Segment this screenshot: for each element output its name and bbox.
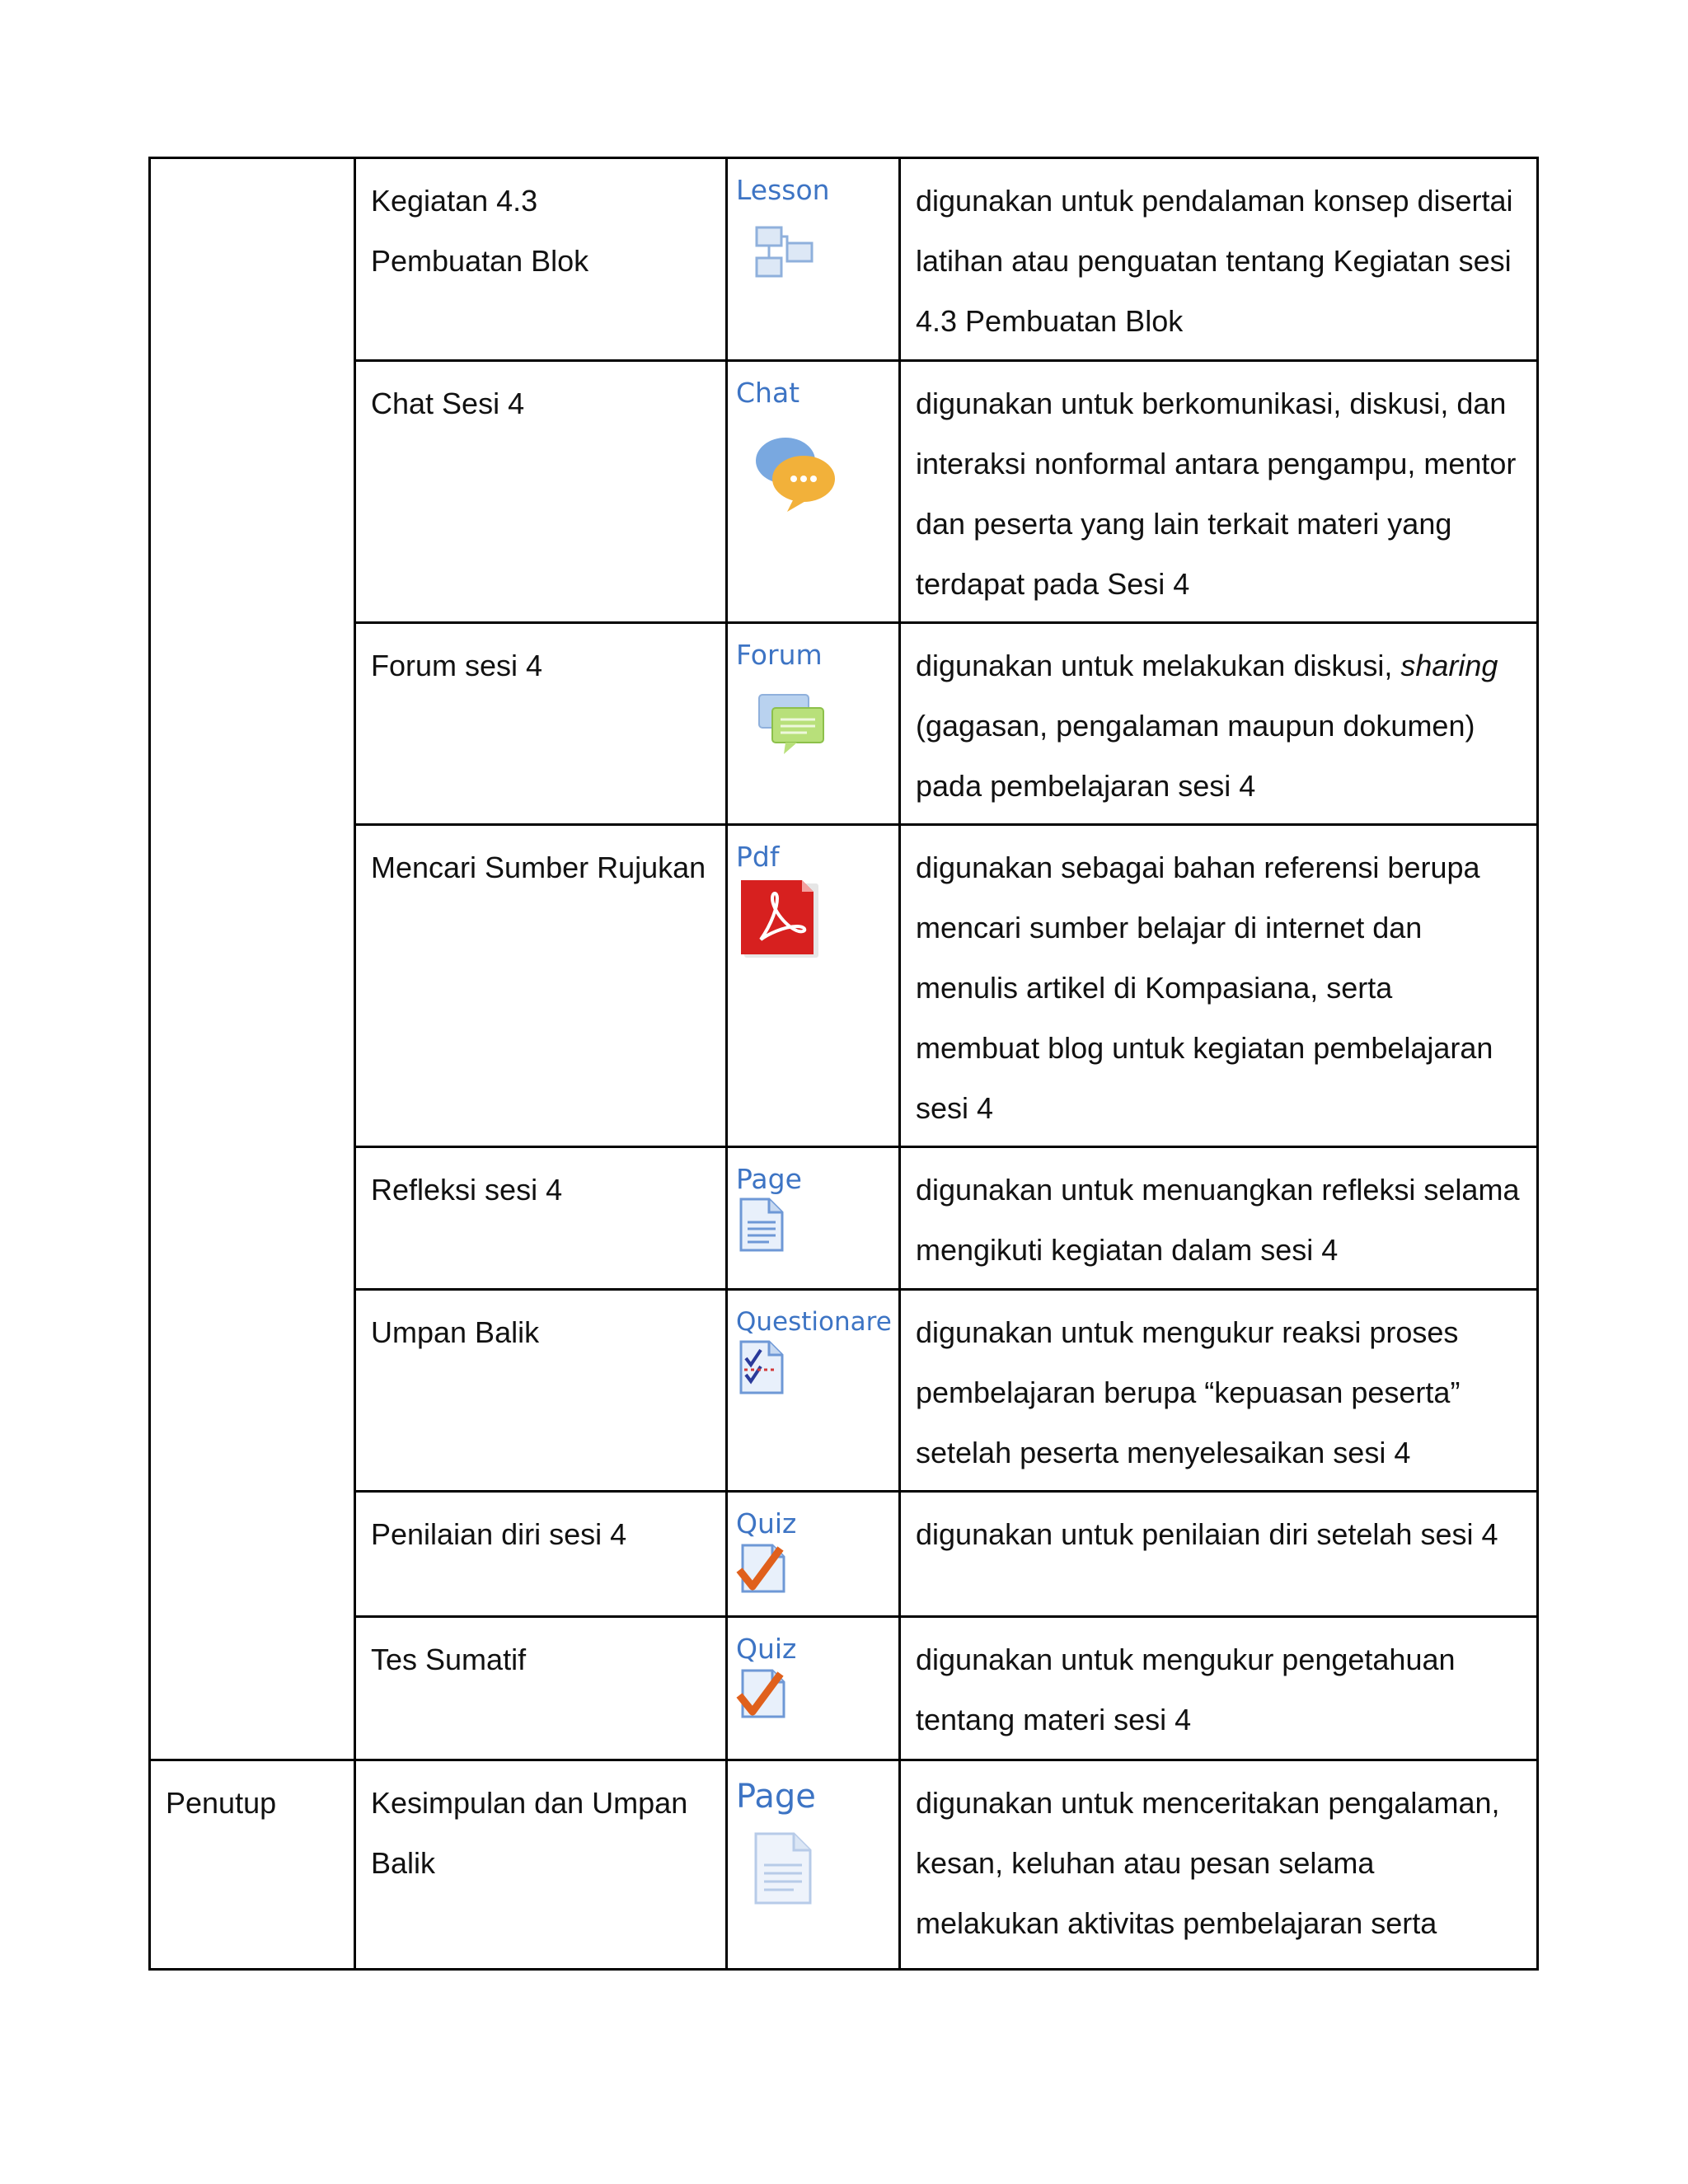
table-row: [150, 1617, 1538, 1760]
activity-cell: Kesimpulan dan Umpan Balik: [355, 1760, 727, 1970]
table-row: [150, 1492, 1538, 1617]
table-row: [150, 825, 1538, 1147]
description-cell: digunakan untuk mengukur pengetahuan tentang materi sesi 4: [900, 1617, 1538, 1760]
module-label: Questionare: [736, 1307, 892, 1337]
activity-cell: Forum sesi 4: [355, 623, 727, 825]
activity-cell: Penilaian diri sesi 4: [355, 1492, 727, 1617]
table-row: [150, 1147, 1538, 1290]
activity-cell: Kegiatan 4.3 Pembuatan Blok: [355, 158, 727, 361]
questionnaire-icon: [736, 1338, 794, 1396]
description-cell: digunakan untuk melakukan diskusi, sharing (gagasan, pengalaman maupun dokumen) pada pembelajaran sesi 4: [900, 623, 1538, 825]
phase-cell: Penutup: [150, 1760, 355, 1970]
activity-cell: Mencari Sumber Rujukan: [355, 825, 727, 1147]
table-row: [150, 1290, 1538, 1492]
description-cell: digunakan untuk penilaian diri setelah sesi 4: [900, 1492, 1538, 1617]
activity-cell: Umpan Balik: [355, 1290, 727, 1492]
chat-icon: [736, 410, 851, 517]
page-icon: [736, 1196, 794, 1254]
description-cell: digunakan untuk berkomunikasi, diskusi, dan interaksi nonformal antara pengampu, mentor dan peserta yang lain terkait materi yang terdapat pada Sesi 4: [900, 361, 1538, 623]
module-cell: [727, 1492, 900, 1617]
quiz-icon: [736, 1540, 794, 1595]
forum-icon: [736, 672, 835, 762]
phase-cell: [150, 158, 355, 1760]
module-label: Forum: [736, 639, 823, 671]
description-cell: digunakan untuk menuangkan refleksi selama mengikuti kegiatan dalam sesi 4: [900, 1147, 1538, 1290]
module-cell: [727, 361, 900, 623]
activity-cell: Chat Sesi 4: [355, 361, 727, 623]
module-label: Page: [736, 1163, 802, 1195]
description-cell: digunakan sebagai bahan referensi berupa mencari sumber belajar di internet dan menulis artikel di Kompasiana, serta membuat blog untuk kegiatan pembelajaran sesi 4: [900, 825, 1538, 1147]
module-cell: [727, 825, 900, 1147]
pdf-icon: [736, 874, 827, 964]
activity-cell: Refleksi sesi 4: [355, 1147, 727, 1290]
module-label: Lesson: [736, 174, 830, 206]
table-row: [150, 158, 1538, 361]
module-label: Quiz: [736, 1507, 797, 1540]
page-icon: [744, 1825, 827, 1908]
lesson-icon: [736, 207, 827, 298]
activity-cell: Tes Sumatif: [355, 1617, 727, 1760]
quiz-icon: [736, 1666, 794, 1720]
module-label: Page: [736, 1778, 816, 1816]
description-cell: digunakan untuk pendalaman konsep disertai latihan atau penguatan tentang Kegiatan sesi 4.3 Pembuatan Blok: [900, 158, 1538, 361]
module-cell: [727, 1147, 900, 1290]
table-row: [150, 361, 1538, 623]
module-cell: [727, 1760, 900, 1970]
module-cell: [727, 1617, 900, 1760]
module-cell: [727, 1290, 900, 1492]
table-row: [150, 1760, 1538, 1970]
description-cell: digunakan untuk mengukur reaksi proses pembelajaran berupa “kepuasan peserta” setelah peserta menyelesaikan sesi 4: [900, 1290, 1538, 1492]
module-cell: [727, 623, 900, 825]
module-label: Pdf: [736, 841, 780, 873]
activity-table: [148, 157, 1539, 1971]
module-label: Quiz: [736, 1633, 797, 1665]
description-cell: digunakan untuk menceritakan pengalaman, kesan, keluhan atau pesan selama melakukan aktivitas pembelajaran serta: [900, 1760, 1538, 1970]
module-label: Chat: [736, 377, 800, 409]
module-cell: [727, 158, 900, 361]
table-row: [150, 623, 1538, 825]
